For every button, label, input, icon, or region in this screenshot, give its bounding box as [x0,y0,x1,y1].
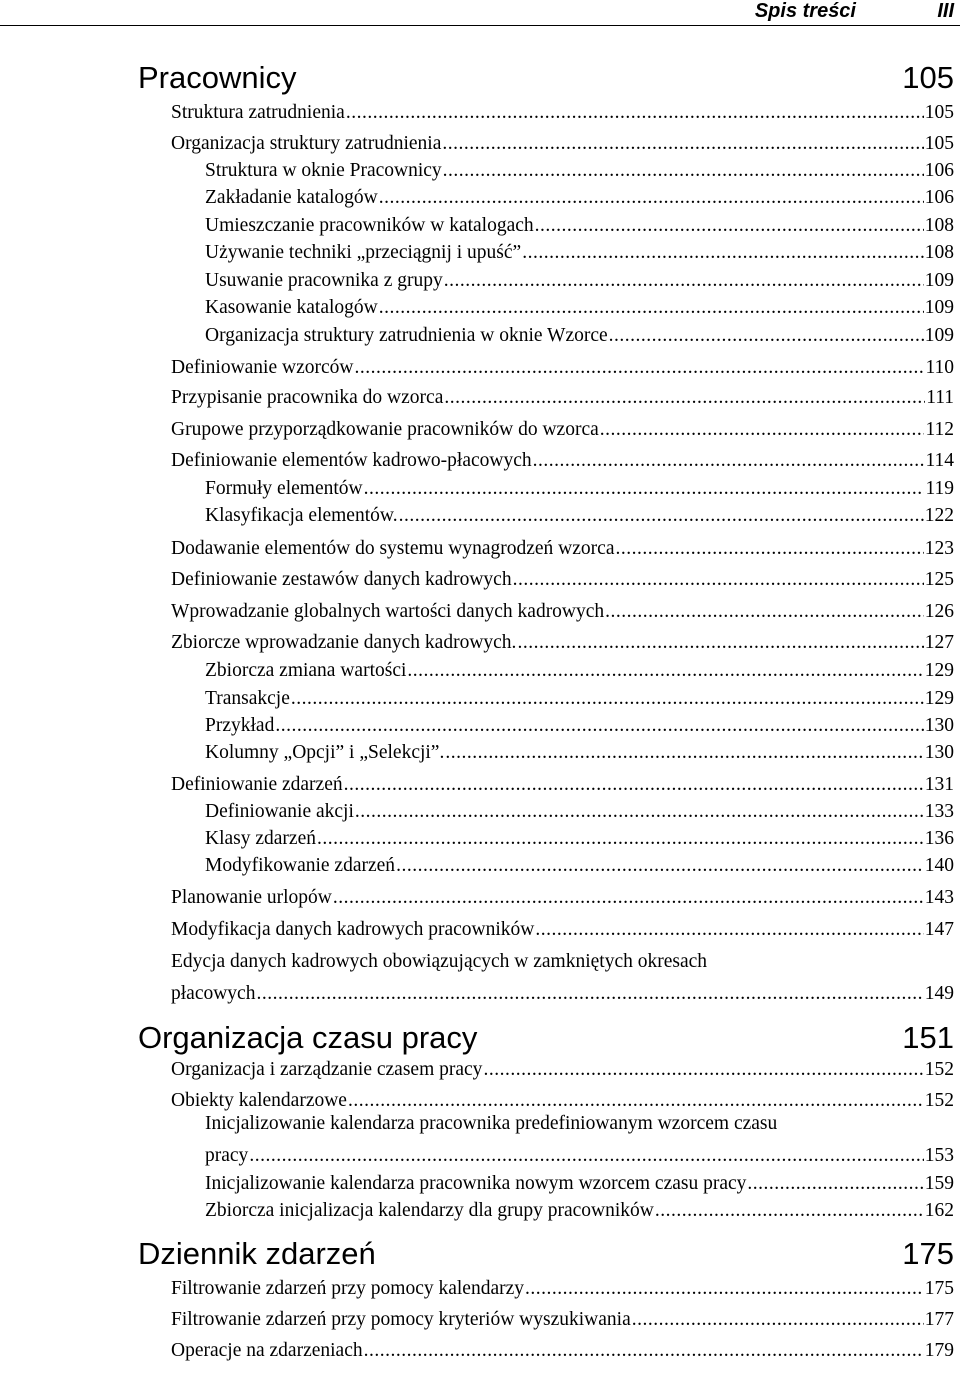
toc-entry[interactable] [205,740,954,766]
toc-entry[interactable] [171,448,954,474]
toc-entry-page-number: 105 [924,102,954,123]
toc-entry-title: Definiowanie zestawów danych kadrowych [171,569,512,590]
toc-entry[interactable] [205,240,954,266]
toc-entry-page-number: 126 [924,601,954,622]
dot-leader [522,240,924,266]
toc-entry-title: Definiowanie zdarzeń [171,774,343,795]
toc-entry-page-number: 153 [924,1145,954,1166]
chapter-title: Pracownicy [138,60,297,95]
toc-entry[interactable] [205,476,954,502]
toc-entry-title: Planowanie urlopów [171,887,332,908]
toc-entry-page-number: 122 [924,505,954,526]
dot-leader [535,213,924,239]
toc-entry-title: Przypisanie pracownika do wzorca [171,387,444,408]
dot-leader [513,567,924,593]
toc-entry[interactable] [205,185,954,211]
toc-entry-page-number: 110 [925,357,954,378]
toc-entry-page-number: 108 [924,215,954,236]
toc-entry[interactable] [205,1111,954,1169]
toc-entry-page-number: 106 [924,187,954,208]
chapter-page-number: 175 [902,1236,954,1271]
toc-entry-title: Zbiorcze wprowadzanie danych kadrowych. [171,632,517,653]
toc-entry-page-number: 130 [924,742,954,763]
toc-entry[interactable] [171,567,954,593]
toc-entry-page-number: 147 [924,919,954,940]
toc-entry-page-number: 105 [924,133,954,154]
dot-leader [399,503,924,529]
dot-leader [333,885,924,911]
toc-entry[interactable] [171,885,954,911]
toc-entry[interactable] [205,686,954,712]
toc-entry-page-number: 140 [924,855,954,876]
toc-entry-title: Obiekty kalendarzowe [171,1090,347,1111]
dot-leader [632,1307,924,1333]
toc-entry-title: Wprowadzanie globalnych wartości danych kadrowych [171,601,605,622]
toc-entry-page-number: 129 [924,660,954,681]
toc-entry[interactable] [171,417,954,443]
toc-entry-title: Struktura w oknie Pracownicy [205,160,442,181]
toc-entry-title: Struktura zatrudnienia [171,102,345,123]
toc-entry[interactable] [205,295,954,321]
toc-entry-title: Inicjalizowanie kalendarza pracownika nowym wzorcem czasu pracy [205,1173,747,1194]
toc-entry[interactable] [171,1338,954,1364]
dot-leader [600,417,925,443]
toc-entry-page-number: 143 [924,887,954,908]
toc-entry-page-number: 179 [924,1340,954,1361]
toc-entry-title: Klasyfikacja elementów. [205,505,398,526]
dot-leader [291,686,924,712]
toc-entry-title: Organizacja struktury zatrudnienia w oknie Wzorce [205,325,608,346]
toc-entry-title: Definiowanie wzorców [171,357,354,378]
toc-entry[interactable] [171,599,954,625]
toc-entry-title: płacowych [171,983,256,1004]
dot-leader [442,131,923,157]
toc-entry-title: Umieszczanie pracowników w katalogach [205,215,534,236]
toc-entry-title: Przykład [205,715,275,736]
toc-entry[interactable] [205,826,954,852]
dot-leader [443,158,924,184]
toc-entry-title: pracy [205,1145,249,1166]
toc-entry-title: Zbiorcza zmiana wartości [205,660,407,681]
toc-entry-title: Używanie techniki „przeciągnij i upuść” [205,242,522,263]
toc-entry-page-number: 123 [924,538,954,559]
header-rule [0,25,960,26]
dot-leader [525,1276,924,1302]
dot-leader [256,981,923,1007]
toc-entry[interactable] [171,536,954,562]
dot-leader [747,1171,923,1197]
dot-leader [407,658,923,684]
dot-leader [364,476,925,502]
toc-entry[interactable] [205,799,954,825]
toc-entry-page-number: 136 [924,828,954,849]
toc-entry-title-line1: Inicjalizowanie kalendarza pracownika predefiniowanym wzorcem czasu [205,1113,778,1134]
toc-entry-page-number: 111 [926,387,954,408]
dot-leader [445,740,923,766]
toc-entry-title: Modyfikowanie zdarzeń [205,855,396,876]
toc-entry-page-number: 133 [924,801,954,822]
dot-leader [609,323,924,349]
toc-entry-page-number: 149 [924,983,954,1004]
toc-entry-page-number: 130 [924,715,954,736]
toc-entry[interactable] [205,853,954,879]
toc-entry[interactable] [171,1307,954,1333]
toc-entry-title: Operacje na zdarzeniach [171,1340,363,1361]
dot-leader [364,1338,924,1364]
chapter-page-number: 105 [902,60,954,95]
dot-leader [517,630,923,656]
dot-leader [483,1057,923,1083]
toc-entry-page-number: 159 [924,1173,954,1194]
toc-entry-title: Kasowanie katalogów [205,297,378,318]
toc-entry-title: Transakcje [205,688,290,709]
toc-entry[interactable] [171,385,954,411]
toc-entry[interactable] [171,100,954,126]
toc-entry-title-line1: Edycja danych kadrowych obowiązujących w zamkniętych okresach [171,951,708,972]
toc-entry-page-number: 119 [925,478,954,499]
toc-entry[interactable] [171,949,954,1007]
toc-entry-page-number: 106 [924,160,954,181]
toc-entry-page-number: 125 [924,569,954,590]
dot-leader [615,536,923,562]
toc-entry-page-number: 112 [925,419,954,440]
toc-entry[interactable] [205,213,954,239]
toc-entry-title: Grupowe przyporządkowanie pracowników do wzorca [171,419,599,440]
toc-entry-page-number: 175 [924,1278,954,1299]
running-header [0,0,960,26]
toc-entry[interactable] [205,323,954,349]
toc-entry[interactable] [171,630,954,656]
toc-entry-page-number: 177 [924,1309,954,1330]
toc-entry-title: Filtrowanie zdarzeń przy pomocy kryteriów wyszukiwania [171,1309,631,1330]
toc-entry-title: Usuwanie pracownika z grupy [205,270,443,291]
toc-entry[interactable] [171,355,954,381]
toc-entry-title: Definiowanie akcji [205,801,354,822]
dot-leader [249,1143,923,1169]
toc-entry[interactable] [171,1276,954,1302]
toc-entry-title: Organizacja i zarządzanie czasem pracy [171,1059,483,1080]
toc-entry[interactable] [205,1198,954,1224]
dot-leader [444,268,924,294]
toc-entry-page-number: 152 [924,1059,954,1080]
toc-entry-title: Kolumny „Opcji” i „Selekcji”. [205,742,445,763]
toc-entry-page-number: 109 [924,297,954,318]
toc-entry-page-number: 152 [924,1090,954,1111]
toc-entry-title: Organizacja struktury zatrudnienia [171,133,442,154]
toc-entry-title: Klasy zdarzeń [205,828,316,849]
toc-entry-title: Dodawanie elementów do systemu wynagrodzeń wzorca [171,538,615,559]
toc-entry-title: Filtrowanie zdarzeń przy pomocy kalendarzy [171,1278,525,1299]
toc-entry[interactable] [171,917,954,943]
dot-leader [275,713,923,739]
dot-leader [535,917,923,943]
dot-leader [354,355,924,381]
dot-leader [317,826,924,852]
header-section-title: Spis treści [754,0,856,22]
toc-entry-page-number: 109 [924,270,954,291]
toc-entry[interactable] [205,713,954,739]
chapter-title: Organizacja czasu pracy [138,1020,478,1055]
dot-leader [379,295,924,321]
toc-entry-title: Zbiorcza inicjalizacja kalendarzy dla grupy pracowników [205,1200,654,1221]
toc-entry-title: Modyfikacja danych kadrowych pracowników [171,919,535,940]
toc-entry-page-number: 131 [924,774,954,795]
toc-entry-title: Definiowanie elementów kadrowo-płacowych [171,450,532,471]
dot-leader [344,772,924,798]
dot-leader [533,448,925,474]
toc-entry-title: Formuły elementów [205,478,363,499]
dot-leader [346,100,924,126]
toc-entry[interactable] [171,772,954,798]
dot-leader [396,853,924,879]
toc-entry[interactable] [205,158,954,184]
dot-leader [444,385,925,411]
dot-leader [379,185,924,211]
dot-leader [355,799,924,825]
toc-entry-page-number: 108 [924,242,954,263]
toc-entry[interactable] [205,268,954,294]
toc-entry-page-number: 129 [924,688,954,709]
toc-entry[interactable] [205,1171,954,1197]
toc-entry-page-number: 162 [924,1200,954,1221]
toc-entry-page-number: 127 [924,632,954,653]
toc-entry[interactable] [171,1057,954,1083]
toc-entry[interactable] [171,131,954,157]
dot-leader [605,599,924,625]
chapter-title: Dziennik zdarzeń [138,1236,376,1271]
toc-entry-title: Zakładanie katalogów [205,187,378,208]
toc-entry[interactable] [205,658,954,684]
chapter-page-number: 151 [902,1020,954,1055]
toc-entry-page-number: 109 [924,325,954,346]
toc-entry-page-number: 114 [925,450,954,471]
header-page-number: III [937,0,954,22]
toc-entry[interactable] [205,503,954,529]
dot-leader [655,1198,924,1224]
